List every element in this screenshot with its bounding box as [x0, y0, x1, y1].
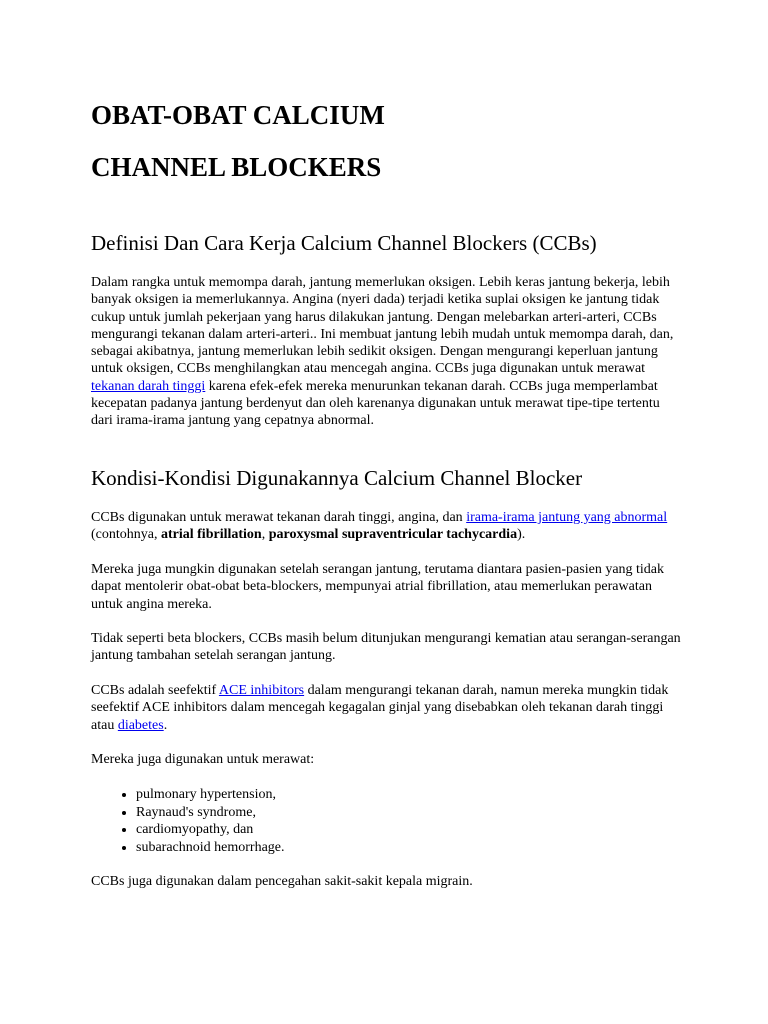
paragraph-text: ). — [517, 527, 526, 543]
conditions-list — [91, 786, 285, 857]
paragraph-kondisi-2: Mereka juga mungkin digunakan setelah serangan jantung, terutama diantara pasien-pasien yang tidak dapat mentolerir obat-obat beta-blockers, mempunyai atrial fibrillation, atau memerlukan perawatan untuk angina mereka. — [91, 562, 665, 612]
link-ace-inhibitors[interactable]: ACE inhibitors — [218, 683, 305, 698]
paragraph-text: (contohnya, — [91, 527, 161, 543]
title-line-2: CHANNEL BLOCKERS — [91, 152, 382, 182]
paragraph-text: CCBs adalah seefektif — [91, 683, 219, 698]
list-item: • subarachnoid hemorrhage. — [136, 839, 285, 857]
link-diabetes[interactable]: diabetes — [117, 717, 164, 733]
paragraph-text: CCBs digunakan untuk merawat tekanan darah tinggi, angina, dan — [91, 510, 467, 525]
paragraph-kondisi-4 — [91, 682, 681, 734]
list-item: • Raynaud's syndrome, — [136, 804, 285, 822]
paragraph-kondisi-5: Mereka juga digunakan untuk merawat: — [91, 752, 315, 767]
paragraph-kondisi-6: CCBs juga digunakan dalam pencegahan sakit-sakit kepala migrain. — [91, 874, 473, 889]
link-irama-jantung-abnormal[interactable]: irama-irama jantung yang abnormal — [466, 510, 668, 525]
bold-atrial-fibrillation: atrial fibrillation — [160, 527, 262, 543]
list-item: • pulmonary hypertension, — [136, 786, 285, 804]
paragraph-text: . — [163, 717, 168, 733]
paragraph-kondisi-3: Tidak seperti beta blockers, CCBs masih belum ditunjukan mengurangi kematian atau serangan-serangan jantung tambahan setelah serangan jantung. — [91, 631, 681, 664]
paragraph-kondisi-1 — [91, 509, 681, 544]
document-title — [91, 89, 385, 193]
list-item: • cardiomyopathy, dan — [136, 821, 285, 839]
bold-paroxysmal-svt: paroxysmal supraventricular tachycardia — [268, 527, 518, 543]
paragraph-text: Dalam rangka untuk memompa darah, jantung memerlukan oksigen. Lebih keras jantung bekerja, lebih banyak oksigen ia memerlukannya. Angina (nyeri dada) terjadi ketika suplai oksigen ke jantung tidak cukup untuk jumlah pekerjaan yang harus dilakukan jantung. Dengan melebarkan arteri-arteri, CCBs mengurangi tekanan dalam arteri-arteri.. Ini membuat jantung lebih mudah untuk memompa darah, dan, sebagai akibatnya, jantung memerlukan lebih sedikit oksigen. Dengan mengurangi keperluan jantung untuk oksigen, CCBs menghilangkan atau mencegah angina. CCBs juga digunakan untuk merawat — [91, 275, 674, 377]
link-tekanan-darah-tinggi[interactable]: tekanan darah tinggi — [91, 378, 206, 394]
section-heading-definisi: Definisi Dan Cara Kerja Calcium Channel Blockers (CCBs) — [91, 231, 597, 255]
paragraph-text: , — [261, 527, 269, 543]
paragraph-text: dalam mengurangi tekanan darah, namun mereka mungkin tidak seefektif ACE inhibitors dalam mencegah kegagalan ginjal yang disebabkan oleh tekanan darah tinggi atau — [91, 683, 669, 733]
title-line-1: OBAT-OBAT CALCIUM — [91, 100, 385, 130]
paragraph-text: karena efek-efek mereka menurunkan tekanan darah. CCBs juga memperlambat kecepatan padanya jantung berdenyut dan oleh karenanya digunakan untuk merawat tipe-tipe tertentu dari irama-irama jantung yang cepatnya abnormal. — [91, 378, 660, 429]
section-heading-kondisi: Kondisi-Kondisi Digunakannya Calcium Channel Blocker — [91, 466, 583, 490]
paragraph-definisi — [91, 274, 681, 430]
